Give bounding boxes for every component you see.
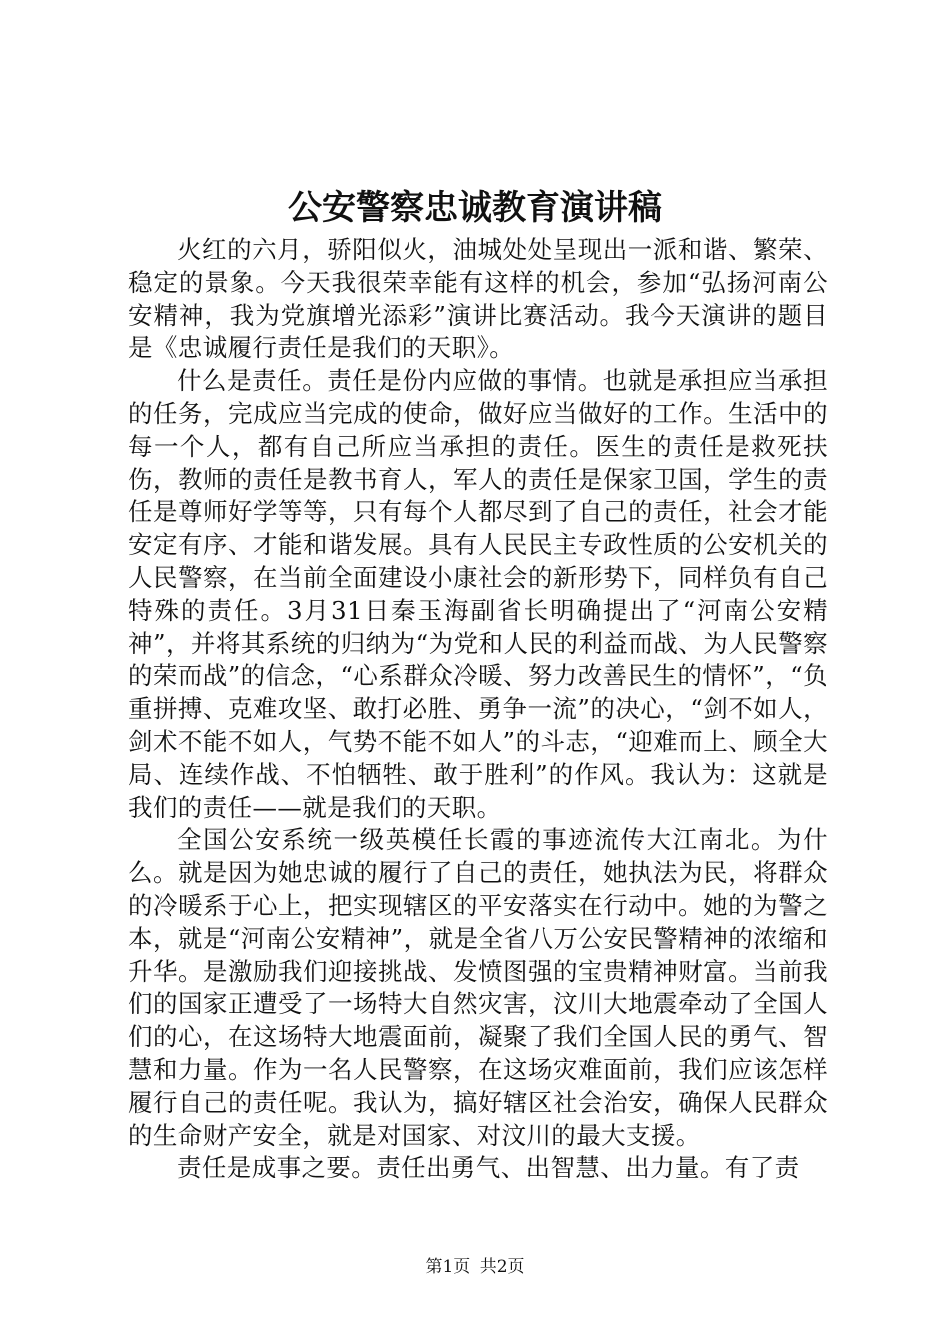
paragraph: 责任是成事之要。责任出勇气、出智慧、出力量。有了责 (177, 1153, 800, 1183)
paragraph: 全国公安系统一级英模任长霞的事迹流传大江南北。为什么。就是因为她忠诚的履行了自己的责任，她执法为民，将群众的冷暖系于心上，把实现辖区的平安落实在行动中。她的为警之本，就是“河南公安精神”，就是全省八万公安民警精神的浓缩和升华。是激励我们迎接挑战、发愤图强的宝贵精神财富。当前我们的国家正遭受了一场特大自然灾害，汶川大地震牵动了全国人们的心，在这场特大地震面前，凝聚了我们全国人民的勇气、智慧和力量。作为一名人民警察，在这场灾难面前，我们应该怎样履行自己的责任呢。我认为，搞好辖区社会治安，确保人民群众的生命财产安全，就是对国家、对汶川的最大支援。 (128, 825, 828, 1150)
document-title: 公安警察忠诚教育演讲稿 (288, 188, 662, 228)
total-page-count: 共2页 (479, 1257, 525, 1277)
document-body (128, 234, 828, 1185)
paragraph: 火红的六月，骄阳似火，油城处处呈现出一派和谐、繁荣、稳定的景象。今天我很荣幸能有这样的机会，参加“弘扬河南公安精神，我为党旗增光添彩”演讲比赛活动。我今天演讲的题目是《忠诚履行责任是我们的天职》。 (128, 235, 828, 363)
current-page-number: 第1页 (425, 1257, 471, 1277)
paragraph: 什么是责任。责任是份内应做的事情。也就是承担应当承担的任务，完成应当完成的使命，做好应当做好的工作。生活中的每一个人，都有自己所应当承担的责任。医生的责任是救死扶伤，教师的责任是教书育人，军人的责任是保家卫国，学生的责任是尊师好学等等，只有每个人都尽到了自己的责任，社会才能安定有序、才能和谐发展。具有人民民主专政性质的公安机关的人民警察，在当前全面建设小康社会的新形势下，同样负有自己特殊的责任。3月31日秦玉海副省长明确提出了“河南公安精神”，并将其系统的归纳为“为党和人民的利益而战、为人民警察的荣而战”的信念，“心系群众冷暖、努力改善民生的情怀”，“负重拼搏、克难攻坚、敢打必胜、勇争一流”的决心，“剑不如人，剑术不能不如人，气势不能不如人”的斗志，“迎难而上、顾全大局、连续作战、不怕牺牲、敢于胜利”的作风。我认为：这就是我们的责任——就是我们的天职。 (128, 366, 828, 822)
page-footer (0, 1255, 950, 1279)
